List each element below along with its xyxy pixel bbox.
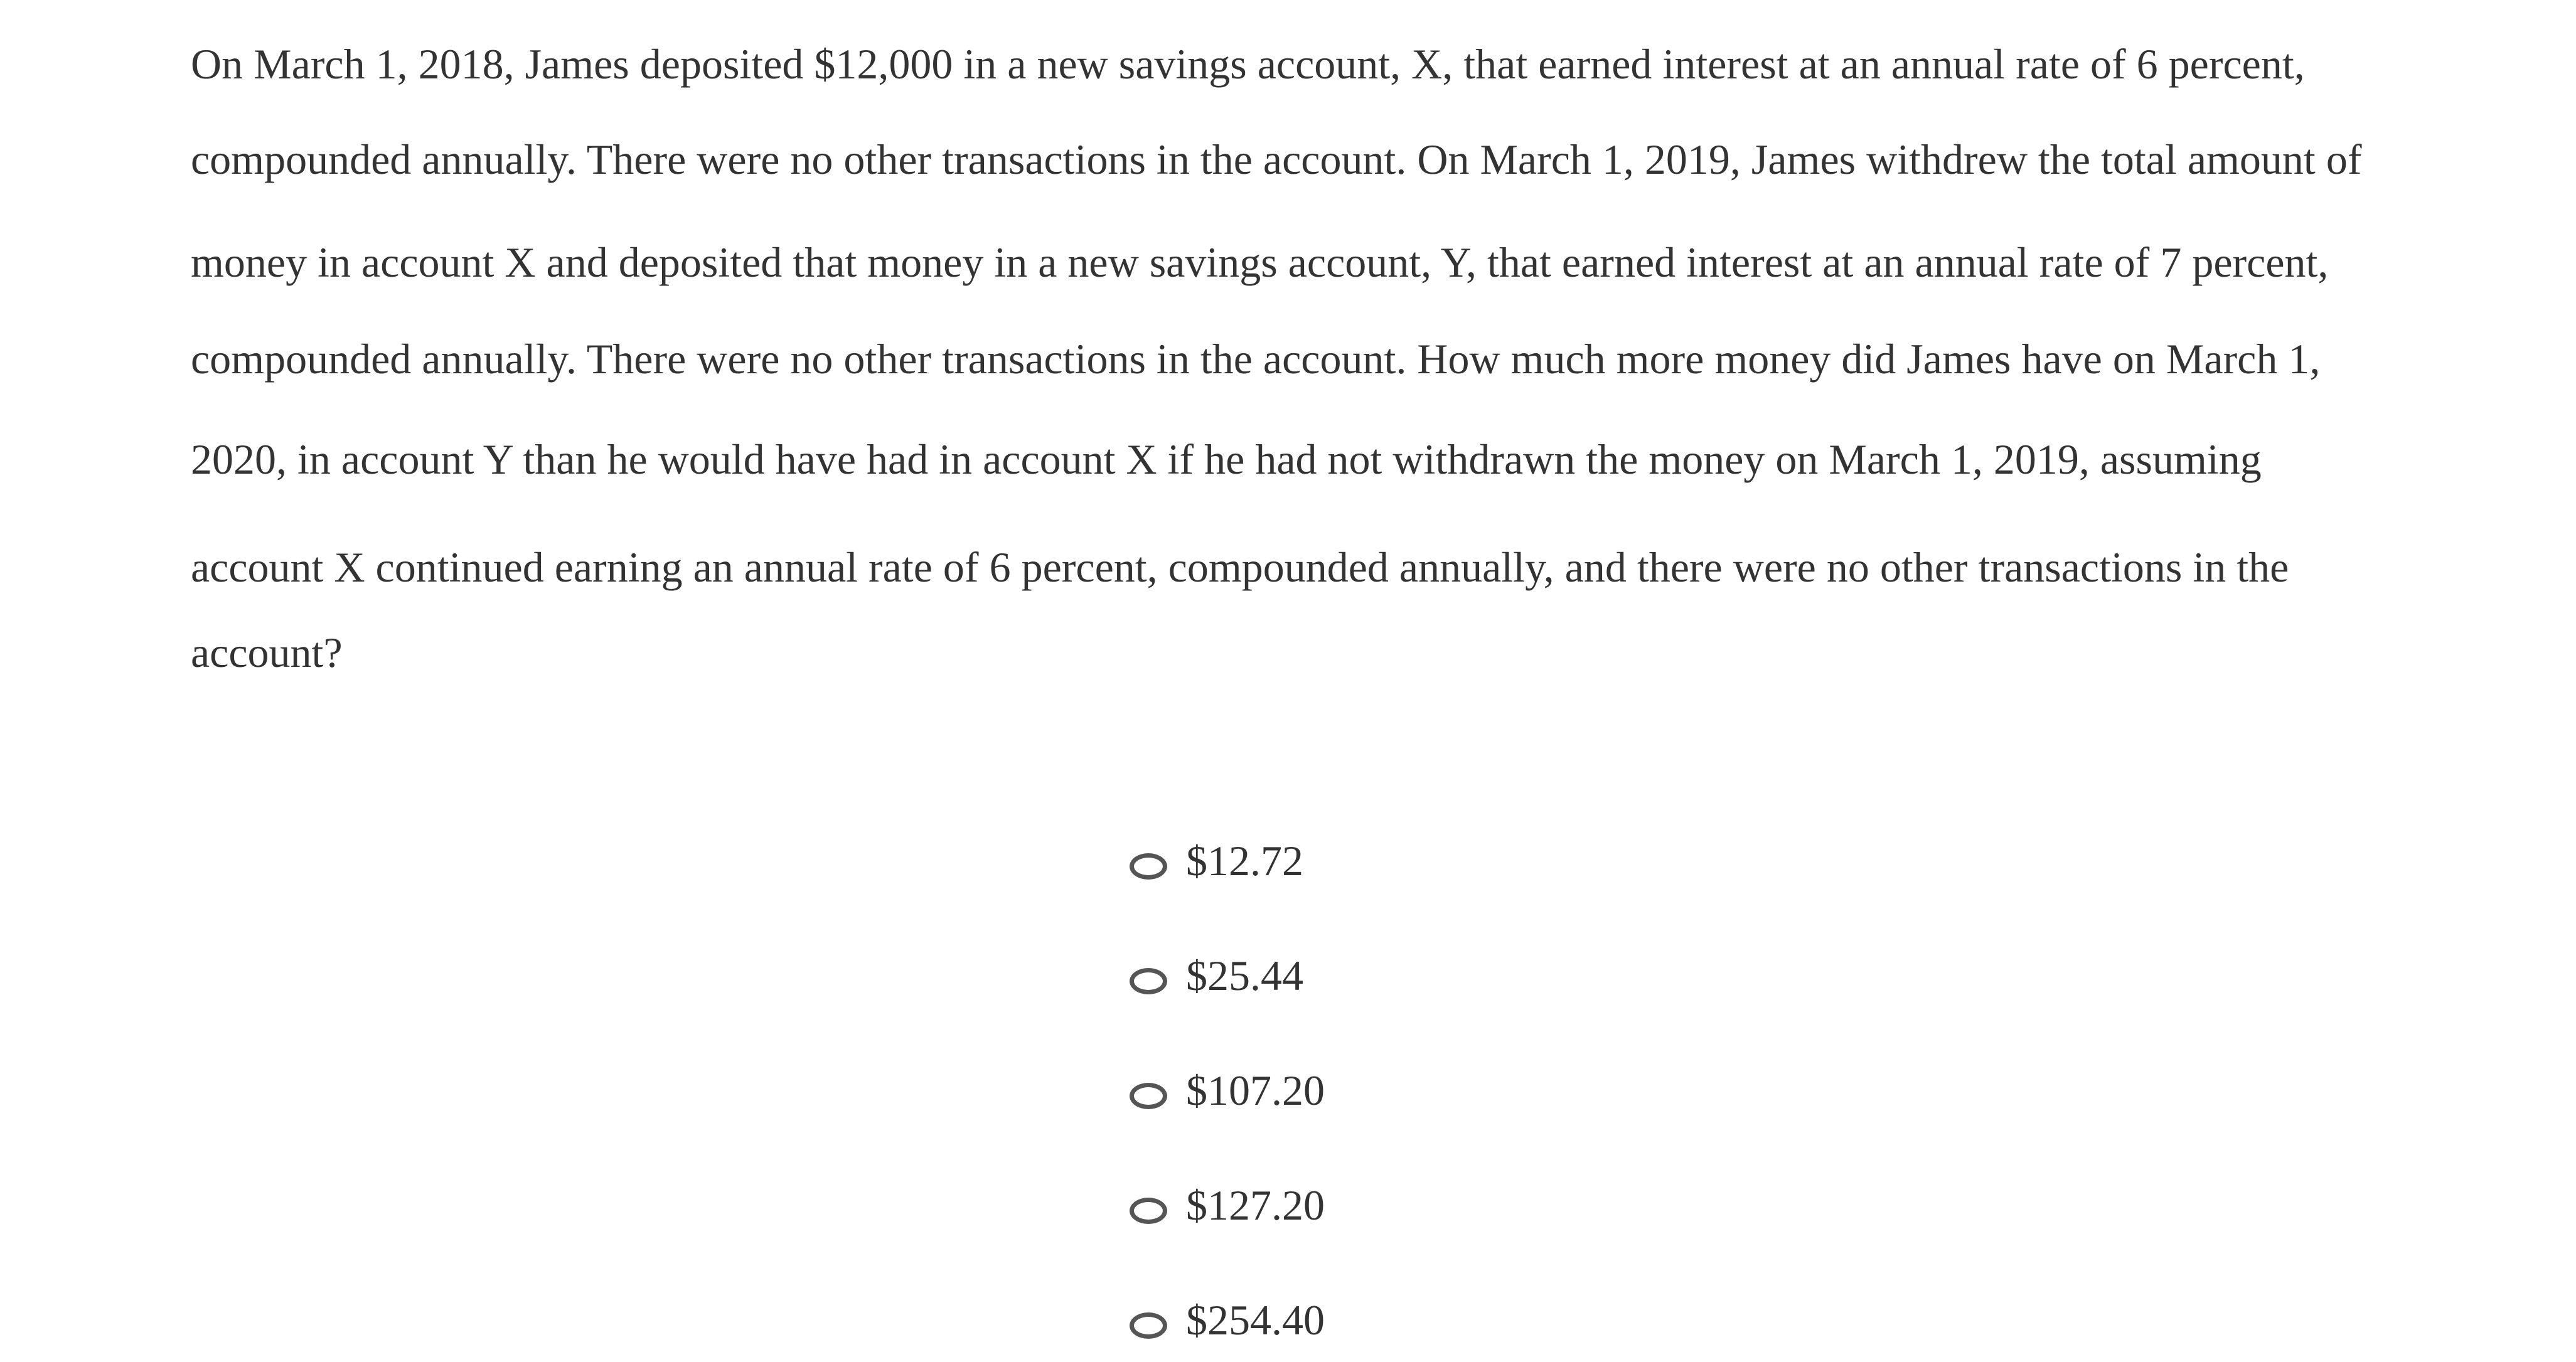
choice-label: $107.20	[1186, 1067, 1325, 1114]
choice-label: $25.44	[1186, 952, 1303, 999]
answer-choice-3[interactable]	[1130, 1039, 1569, 1114]
question-line: 2020, in account Y than he would have had in account X if he had not withdrawn the money on March 1, 2019, assuming	[191, 435, 2262, 483]
radio-button-icon[interactable]	[1130, 1312, 1167, 1339]
choice-label: $254.40	[1186, 1296, 1325, 1344]
answer-choice-5[interactable]	[1130, 1269, 1569, 1344]
question-line: money in account X and deposited that money in a new savings account, Y, that earned interest at an annual rate of 7 percent,	[191, 238, 2329, 286]
answer-choice-1[interactable]	[1130, 809, 1569, 885]
question-line: On March 1, 2018, James deposited $12,000 in a new savings account, X, that earned interest at an annual rate of 6 percent,	[191, 40, 2305, 88]
radio-button-icon[interactable]	[1130, 1198, 1167, 1224]
question-line: account X continued earning an annual rate of 6 percent, compounded annually, and there were no other transactions in the	[191, 543, 2289, 591]
radio-button-icon[interactable]	[1130, 968, 1167, 994]
radio-button-icon[interactable]	[1130, 1083, 1167, 1109]
choice-label: $127.20	[1186, 1181, 1325, 1229]
question-line: compounded annually. There were no other transactions in the account. How much more money did James have on March 1,	[191, 335, 2321, 383]
radio-button-icon[interactable]	[1130, 853, 1167, 880]
question-line: compounded annually. There were no other transactions in the account. On March 1, 2019, James withdrew the total amount of	[191, 136, 2362, 183]
answer-choice-4[interactable]	[1130, 1154, 1569, 1229]
answer-choice-2[interactable]	[1130, 924, 1569, 999]
question-line: account?	[191, 629, 343, 676]
choice-label: $12.72	[1186, 837, 1303, 885]
